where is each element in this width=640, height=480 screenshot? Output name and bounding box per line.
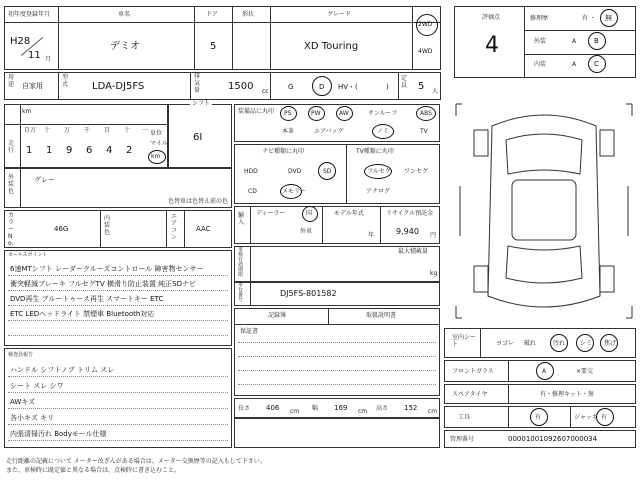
- defect-line: 内張清掃汚れ Bodyモール仕様: [10, 430, 107, 438]
- interior-color-label: 内装色: [104, 215, 111, 236]
- rating-label: 評価点: [482, 14, 501, 21]
- mileage-label: 走行: [8, 140, 15, 154]
- tv-label: TV種類に丸印: [356, 148, 394, 155]
- shift-label: シフト: [192, 100, 211, 107]
- fuel-close: ): [386, 83, 389, 91]
- repair-label: 修理歴: [530, 15, 549, 22]
- chassis-block: [234, 282, 440, 306]
- nav-memory: メモリー: [282, 188, 307, 195]
- doors-label: ドア: [206, 11, 218, 18]
- capacity-unit: 人: [432, 88, 439, 95]
- recycle-fee-label: リサイクル預託金: [386, 210, 434, 217]
- recycle-fee: 9,940: [396, 227, 419, 236]
- eq-sunroof: サンルーフ: [368, 110, 398, 117]
- height-value: 152: [404, 404, 418, 412]
- fuel-hv: HV・(: [338, 83, 358, 91]
- glass-label: フロントガラス: [452, 368, 494, 375]
- dims-lower-block: [234, 418, 440, 448]
- displacement-label: 排気量: [194, 73, 201, 94]
- jack-label: ジャッキ: [574, 414, 598, 421]
- tools-label: 工具: [458, 414, 471, 421]
- length-unit: cm: [290, 408, 300, 415]
- disclaimer-line1: 走行距離の記載について メーター改ざんがある場合は、メーター交換歴等の記入もして下さい。: [6, 458, 266, 465]
- rating-value: 4: [485, 33, 499, 58]
- mileage-columns: 百万 十 万 千 百 十 一 1 1 9 6 4 2: [24, 127, 149, 156]
- sales-line: DVD再生 ブルートゥース再生 スマートキー ETC: [10, 295, 164, 303]
- mile-label: マイル: [150, 140, 168, 147]
- eq-airbag: エアバッグ: [314, 128, 344, 135]
- doors-value: 5: [210, 41, 217, 52]
- interior-opts: A: [572, 61, 577, 68]
- seat-opt: 破れ: [524, 340, 537, 347]
- model-year-label: モデル年式: [334, 210, 364, 217]
- fuel-d: D: [319, 83, 325, 91]
- records-label: 記録簿: [268, 312, 287, 319]
- tv-analog: アナログ: [366, 188, 391, 195]
- first-reg-month: 11: [28, 50, 41, 61]
- mileage-digit: 1: [26, 145, 33, 156]
- exterior-selected: B: [594, 37, 599, 45]
- eq-ps: PS: [284, 110, 292, 117]
- grade-value: XD Touring: [304, 41, 359, 52]
- color-label: 外装色: [8, 174, 15, 195]
- mileage-digit: 4: [106, 145, 113, 156]
- usage-value: 自家用: [22, 82, 43, 90]
- shift-value: 6I: [193, 132, 203, 143]
- seat-opt: 汚れ: [553, 340, 566, 347]
- sales-line: 6速MTシフト レーダークルーズコントロール 障害物センサー: [10, 265, 204, 273]
- seat-opt: ヨゴレ: [496, 340, 515, 347]
- jack-value: 有: [601, 414, 608, 421]
- car-diagram: [452, 96, 636, 326]
- car-name-label: 車名: [118, 11, 131, 18]
- seat-opt: シミ: [580, 340, 593, 347]
- first-reg-month-unit: 月: [45, 56, 52, 63]
- length-value: 406: [266, 404, 280, 412]
- nav-sd: SD: [323, 168, 332, 175]
- nav-dvd: DVD: [288, 168, 302, 175]
- manage-value: 00001001092607000034: [508, 435, 598, 443]
- sales-label: セールスポイント: [8, 252, 48, 258]
- displacement-unit: cc: [262, 88, 269, 95]
- tools-value: 有: [535, 414, 542, 421]
- height-unit: cm: [428, 408, 438, 415]
- import-label: 輸入: [238, 212, 245, 226]
- height-label: 高さ: [376, 405, 389, 412]
- spare-opts: 有・修理キット・無: [540, 391, 594, 398]
- displacement-value: 1500: [228, 81, 254, 92]
- manual-label: 取扱説明書: [366, 312, 397, 319]
- model-year-unit: 年: [368, 232, 375, 239]
- repair-options: 有 ・: [582, 15, 596, 22]
- fuel-g: G: [288, 83, 294, 91]
- nav-cd: CD: [248, 188, 257, 195]
- defect-line: 各小キズ キリ: [10, 414, 55, 422]
- defect-line: ハンドル シフトノブ トリム スレ: [10, 366, 115, 374]
- tv-fullseg: フルセグ: [367, 168, 391, 175]
- ac-label: エアコン: [171, 213, 178, 241]
- inspection-label: 車検有効期限: [238, 247, 244, 278]
- color-no-label: カラーNo.: [8, 212, 15, 247]
- car-outline-svg: [452, 96, 636, 326]
- header-block: [4, 6, 441, 70]
- width-unit: cm: [358, 408, 368, 415]
- length-label: 長さ: [238, 405, 251, 412]
- km-unit: km: [151, 153, 161, 160]
- records-block: [234, 308, 440, 396]
- mileage-digit: 9: [66, 145, 73, 156]
- exterior-opts: A: [572, 38, 577, 45]
- tv-oneseg: ワンセグ: [404, 168, 429, 175]
- eq-tv: TV: [420, 128, 428, 135]
- drive-4wd: 4WD: [418, 48, 433, 55]
- usage-label: 用途: [8, 74, 15, 88]
- mileage-digit: 1: [46, 145, 53, 156]
- mileage-unit-label: 単位: [150, 130, 163, 137]
- mileage-km-label: km: [22, 108, 32, 115]
- row2-block: [4, 72, 441, 100]
- defect-line: AWキズ: [10, 398, 36, 406]
- eq-abs: ABS: [420, 110, 432, 117]
- max-load-unit: kg: [430, 270, 438, 277]
- car-name: デミオ: [110, 41, 140, 52]
- disclaimer-line2: また、車検時に既定値と異なる場合は、点検時に書き込むこと。: [6, 467, 181, 474]
- recycle-fee-unit: 円: [430, 232, 437, 239]
- first-reg-year: H28: [10, 36, 31, 47]
- capacity-value: 5: [418, 81, 425, 92]
- width-value: 169: [334, 404, 348, 412]
- eq-pw: PW: [311, 110, 321, 117]
- mileage-digit: 2: [126, 145, 133, 156]
- dealer-options: 外車: [300, 228, 313, 235]
- max-load-label: 最大積載量: [398, 248, 429, 255]
- seat-opt: 焦げ: [604, 340, 617, 347]
- first-reg-label: 初年度登録年月: [8, 11, 51, 18]
- glass-ok: A: [542, 368, 547, 375]
- dealer-label: ディーラー: [256, 210, 286, 217]
- width-label: 幅: [312, 405, 319, 412]
- model-label: 型式: [62, 74, 69, 88]
- interior-selected: C: [594, 60, 599, 68]
- sales-line: 衝突軽減ブレーキ フルセグTV 横滑り防止装置 純正SDナビ: [10, 280, 197, 288]
- spare-label: スペアタイヤ: [452, 391, 488, 398]
- nav-label: ナビ種類に丸印: [262, 148, 305, 155]
- color-value: グレー: [34, 176, 55, 184]
- mileage-digit: 6: [86, 145, 93, 156]
- color-note: 色替車は色替え前の色: [168, 198, 229, 205]
- nav-hdd: HDD: [244, 168, 258, 175]
- model-value: LDA-DJ5FS: [92, 81, 145, 92]
- shape-label: 形状: [242, 11, 255, 18]
- exterior-label: 外装: [534, 38, 547, 45]
- grade-label: グレード: [327, 11, 352, 18]
- warranty-label: 保証書: [240, 328, 259, 335]
- defect-line: シート スレ シワ: [10, 382, 64, 390]
- equipment-label: 装備品に丸印: [238, 108, 275, 115]
- capacity-label: 定員: [401, 75, 408, 89]
- manage-label: 管理番号: [450, 436, 475, 443]
- repair-selected: 無: [605, 14, 612, 22]
- ac-value: AAC: [196, 225, 211, 233]
- glass-ng: ×要交: [576, 368, 594, 375]
- domestic: 国: [306, 210, 313, 217]
- eq-aw: AW: [339, 110, 349, 117]
- drive-2wd: 2WD: [418, 21, 433, 28]
- eq-keyless: ノミ: [377, 128, 390, 135]
- interior-seat-label: 室内シート: [452, 334, 477, 348]
- defects-label: 検査員報告: [8, 352, 34, 358]
- chassis-label: 車台番号: [238, 282, 244, 303]
- sales-line: ETC LEDヘッドライト 禁煙車 Bluetooth対応: [10, 310, 155, 318]
- interior-label: 内装: [534, 61, 547, 68]
- chassis-value: DJ5FS-801582: [280, 289, 337, 298]
- eq-leather: 本革: [282, 128, 295, 135]
- color-no-value: 46G: [54, 225, 69, 233]
